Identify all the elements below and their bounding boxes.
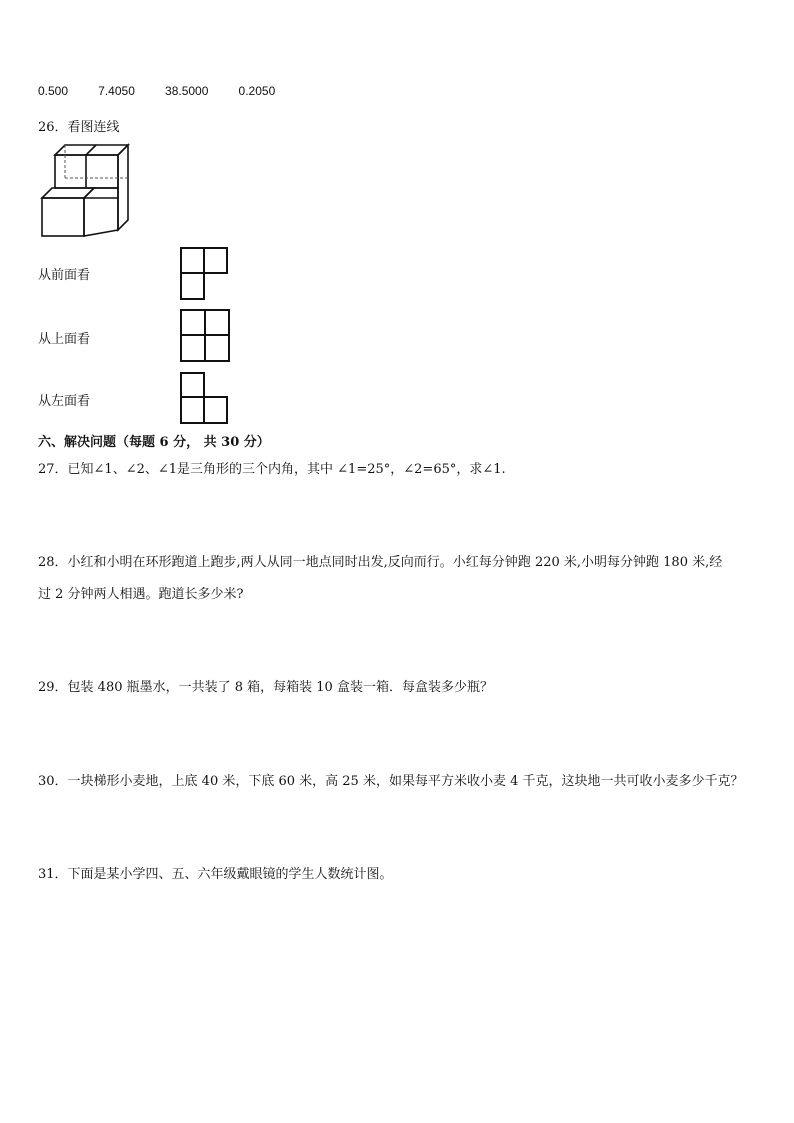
front-view-shape xyxy=(180,247,230,302)
question-26-title: 26．看图连线 xyxy=(38,120,120,135)
decimal-number: 7.4050 xyxy=(98,84,135,98)
view-label-left: 从左面看 xyxy=(38,394,91,409)
question-28-line-1: 28．小红和小明在环形跑道上跑步,两人从同一地点同时出发,反向而行。小红每分钟跑 220 米,小明每分钟跑 180 米,经 xyxy=(38,555,723,570)
view-label-top: 从上面看 xyxy=(38,332,91,347)
question-27: 27．已知∠1、∠2、∠1是三角形的三个内角，其中 ∠1=25°，∠2=65°，求∠1. xyxy=(38,462,506,477)
question-29: 29．包装 480 瓶墨水，一共装了 8 箱，每箱装 10 盒装一箱．每盒装多少瓶？ xyxy=(38,680,493,695)
view-label-front: 从前面看 xyxy=(38,268,91,283)
question-28-line-2: 过 2 分钟两人相遇。跑道长多少米? xyxy=(38,587,244,602)
question-30: 30．一块梯形小麦地，上底 40 米，下底 60 米，高 25 米，如果每平方米收小麦 4 千克，这块地一共可收小麦多少千克？ xyxy=(38,774,744,789)
question-31: 31．下面是某小学四、五、六年级戴眼镜的学生人数统计图。 xyxy=(38,867,393,882)
left-view-shape xyxy=(180,372,230,427)
section-6-heading: 六、解决问题（每题 6 分， 共 30 分） xyxy=(38,435,270,450)
top-view-shape xyxy=(180,309,230,364)
decimal-number: 38.5000 xyxy=(165,84,209,98)
decimal-numbers-row xyxy=(38,84,301,99)
decimal-number: 0.500 xyxy=(38,84,69,98)
decimal-number: 0.2050 xyxy=(238,84,276,98)
cube-figure xyxy=(38,140,138,240)
